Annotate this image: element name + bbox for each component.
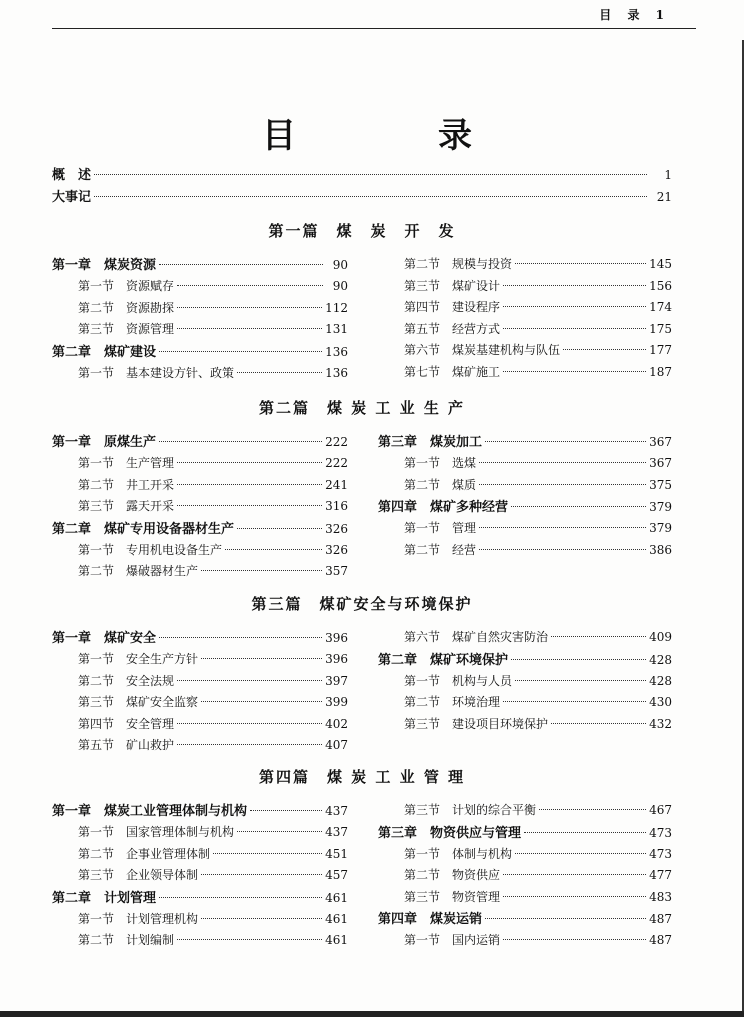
toc-entry-page: 136 [325,344,348,359]
dot-leader [177,285,323,286]
toc-entry-section[interactable] [52,649,348,671]
toc-entry-section[interactable] [52,276,348,298]
header-rule [52,28,696,29]
dot-leader [237,831,322,832]
toc-entry-label: 第二章 煤矿环境保护 [378,652,509,668]
toc-entry-page: 409 [649,630,672,644]
toc-entry-label: 第一节 基本建设方针、政策 [78,365,235,380]
toc-entry-label: 第二节 环境治理 [404,695,501,709]
dot-leader [515,853,646,854]
part-heading: 第四篇 煤 炭 工 业 管 理 [258,768,466,786]
dot-leader [563,349,646,350]
toc-entry-page: 187 [649,364,672,379]
toc-entry-section[interactable] [378,930,672,952]
dot-leader [503,939,646,940]
dot-leader [159,897,322,898]
toc-column-right [378,254,672,383]
toc-entry-page: 326 [325,521,348,536]
toc-entry-label: 第一节 国内运销 [404,933,501,947]
toc-entry-section[interactable] [52,540,348,562]
toc-entry-page: 437 [325,804,348,818]
dot-leader [515,680,646,681]
toc-entry-page: 90 [332,279,348,293]
scan-bottom-edge [0,1011,744,1017]
toc-entry-section[interactable] [52,363,348,385]
toc-entry-chapter[interactable] [52,254,348,276]
toc-entry-section[interactable] [378,800,672,822]
toc-entry-label: 第一节 机构与人员 [404,673,513,688]
toc-entry-page: 222 [325,435,348,449]
part-heading: 第一篇 煤 炭 开 发 [268,222,456,240]
toc-entry-chapter[interactable] [378,649,672,671]
toc-entry-page: 473 [649,825,672,840]
toc-entry-section[interactable] [52,671,348,693]
dot-leader [177,484,322,485]
toc-entry-label: 第二章 计划管理 [52,890,157,906]
toc-entry-label: 第五节 经营方式 [404,321,501,336]
toc-entry-section[interactable] [378,692,672,714]
toc-entry-label: 第一节 专用机电设备生产 [78,542,223,557]
toc-entry-section[interactable] [378,627,672,649]
toc-entry-overview[interactable] [52,165,672,187]
top-entries [52,165,672,208]
dot-leader [201,918,322,919]
toc-entry-section[interactable] [52,475,348,497]
toc-entry-chapter[interactable] [378,431,672,453]
dot-leader [94,196,647,197]
toc-entry-label: 第一节 计划管理机构 [78,911,199,926]
toc-entry-page: 461 [325,890,348,905]
toc-entry-section[interactable] [378,518,672,540]
toc-entry-page: 177 [649,343,672,357]
toc-entry-page: 467 [649,803,672,817]
toc-entry-page: 432 [649,716,672,731]
toc-entry-page: 396 [325,652,348,666]
dot-leader [159,637,322,638]
toc-entry-section[interactable] [378,475,672,497]
toc-entry-label: 概 述 [52,168,92,183]
toc-column-left [52,254,348,384]
toc-entry-label: 第二节 经营 [404,542,477,557]
toc-entry-label: 第六节 煤炭基建机构与队伍 [404,343,561,357]
dot-leader [479,462,646,463]
toc-entry-page: 379 [649,521,672,535]
toc-entry-page: 112 [325,300,348,315]
toc-entry-label: 第三章 物资供应与管理 [378,825,522,841]
toc-entry-chapter[interactable] [52,518,348,540]
toc-entry-section[interactable] [52,909,348,931]
toc-entry-page: 428 [649,673,672,688]
dot-leader [503,328,646,329]
dot-leader [177,505,322,506]
toc-entry-label: 第一章 原煤生产 [52,435,157,450]
part-heading: 第三篇 煤矿安全与环境保护 [251,595,473,613]
toc-entry-label: 第一节 管理 [404,521,477,535]
toc-entry-page: 386 [649,542,672,557]
dot-leader [551,723,646,724]
toc-entry-chapter[interactable] [52,800,348,822]
toc-entry-section[interactable] [52,453,348,475]
toc-entry-page: 430 [649,695,672,709]
toc-entry-chapter[interactable] [52,627,348,649]
dot-leader [503,306,646,307]
toc-entry-chapter[interactable] [378,496,672,518]
toc-entry-label: 第一节 体制与机构 [404,846,513,861]
dot-leader [479,484,646,485]
toc-entry-label: 第三节 物资管理 [404,889,501,904]
page-title-char-1: 目 [262,116,296,156]
toc-column-left [52,431,348,583]
toc-entry-label: 第一节 生产管理 [78,456,175,470]
dot-leader [201,658,322,659]
toc-entry-page: 487 [649,912,672,926]
dot-leader [201,701,322,702]
toc-entry-page: 399 [325,695,348,709]
toc-entry-label: 第二节 企事业管理体制 [78,846,211,861]
toc-entry-page: 175 [649,321,672,336]
dot-leader [503,285,646,286]
toc-entry-label: 第三节 建设项目环境保护 [404,716,549,731]
toc-entry-page: 451 [325,846,348,861]
dot-leader [94,174,647,175]
toc-entry-page: 326 [325,542,348,557]
toc-entry-section[interactable] [52,822,348,844]
dot-leader [503,896,646,897]
toc-entry-section[interactable] [52,714,348,736]
toc-entry-label: 第二节 物资供应 [404,868,501,882]
toc-entry-section[interactable] [378,276,672,298]
toc-column-left [52,800,348,952]
toc-entry-label: 第三节 计划的综合平衡 [404,803,537,817]
toc-entry-page: 397 [325,673,348,688]
dot-leader [159,351,322,352]
toc-entry-label: 第二章 煤矿专用设备器材生产 [52,521,235,537]
toc-entry-section[interactable] [52,496,348,518]
toc-entry-page: 396 [325,631,348,645]
toc-entry-section[interactable] [378,340,672,362]
page-title [262,108,472,157]
dot-leader [485,441,646,442]
dot-leader [250,810,322,811]
dot-leader [213,853,322,854]
running-header: 目 录 1 [599,8,670,22]
toc-entry-section[interactable] [52,319,348,341]
toc-column-right [378,431,672,561]
dot-leader [515,263,646,264]
dot-leader [225,549,322,550]
toc-entry-section[interactable] [52,865,348,887]
toc-entry-label: 第四章 煤矿多种经营 [378,500,509,515]
toc-entry-label: 第二节 煤质 [404,477,477,492]
dot-leader [177,462,322,463]
toc-entry-label: 第二节 爆破器材生产 [78,564,199,578]
toc-entry-page: 222 [325,456,348,470]
dot-leader [551,636,646,637]
toc-entry-page: 461 [325,933,348,947]
toc-entry-label: 第一节 安全生产方针 [78,652,199,666]
toc-entry-label: 第二章 煤矿建设 [52,344,157,360]
toc-entry-page: 131 [325,322,348,336]
toc-entry-section[interactable] [52,735,348,757]
toc-entry-section[interactable] [378,865,672,887]
dot-leader [479,527,646,528]
dot-leader [479,549,646,550]
dot-leader [177,307,322,308]
toc-entry-section[interactable] [378,714,672,736]
toc-entry-section[interactable] [52,561,348,583]
toc-entry-section[interactable] [378,540,672,562]
toc-entry-page: 457 [325,868,348,882]
toc-entry-section[interactable] [378,844,672,866]
toc-entry-label: 第一章 煤炭资源 [52,258,157,273]
toc-entry-label: 第四章 煤炭运销 [378,912,483,927]
dot-leader [177,680,322,681]
toc-entry-page: 357 [325,564,348,578]
toc-entry-page: 402 [325,716,348,731]
toc-entry-label: 大事记 [52,189,92,205]
dot-leader [177,723,322,724]
dot-leader [237,528,322,529]
dot-leader [503,371,646,372]
dot-leader [485,918,646,919]
toc-entry-page: 21 [656,189,672,204]
toc-entry-label: 第二节 安全法规 [78,673,175,688]
dot-leader [201,570,322,571]
dot-leader [511,506,646,507]
toc-entry-label: 第七节 煤矿施工 [404,364,501,379]
toc-entry-section[interactable] [52,930,348,952]
toc-entry-label: 第二节 计划编制 [78,933,175,947]
dot-leader [159,441,322,442]
toc-entry-label: 第三节 露天开采 [78,499,175,513]
toc-entry-page: 316 [325,499,348,513]
toc-entry-section[interactable] [378,671,672,693]
toc-entry-page: 90 [332,258,348,272]
toc-entry-page: 367 [649,435,672,449]
toc-entry-page: 461 [325,911,348,926]
toc-entry-page: 487 [649,933,672,947]
toc-entry-section[interactable] [378,254,672,276]
toc-entry-section[interactable] [52,298,348,320]
toc-entry-section[interactable] [378,453,672,475]
toc-entry-chapter[interactable] [378,822,672,844]
toc-column-right [378,627,672,735]
toc-entry-label: 第一章 煤炭工业管理体制与机构 [52,804,248,819]
toc-entry-chapter[interactable] [52,431,348,453]
toc-entry-page: 156 [649,278,672,293]
toc-entry-section[interactable] [378,297,672,319]
toc-entry-section[interactable] [378,887,672,909]
toc-entry-label: 第三节 资源管理 [78,322,175,336]
dot-leader [511,659,646,660]
toc-entry-page: 367 [649,456,672,470]
toc-entry-label: 第二节 井工开采 [78,477,175,492]
dot-leader [159,264,323,265]
toc-entry-chronicle[interactable] [52,187,672,209]
toc-column-left [52,627,348,757]
toc-entry-label: 第二节 规模与投资 [404,257,513,271]
toc-entry-page: 375 [649,477,672,492]
toc-entry-page: 379 [649,500,672,514]
toc-entry-label: 第五节 矿山救护 [78,738,175,752]
toc-entry-label: 第四节 建设程序 [404,300,501,314]
toc-entry-label: 第三节 企业领导体制 [78,868,199,882]
dot-leader [177,939,322,940]
dot-leader [539,809,646,810]
toc-entry-label: 第一章 煤矿安全 [52,631,157,646]
toc-entry-section[interactable] [378,362,672,384]
part-heading: 第二篇 煤 炭 工 业 生 产 [258,399,466,417]
toc-entry-label: 第三章 煤炭加工 [378,435,483,450]
toc-entry-section[interactable] [52,692,348,714]
page-title-char-2: 录 [438,116,472,156]
toc-entry-page: 241 [325,477,348,492]
toc-entry-page: 483 [649,889,672,904]
toc-entry-page: 136 [325,365,348,380]
toc-entry-label: 第六节 煤矿自然灾害防治 [404,630,549,644]
dot-leader [177,744,322,745]
dot-leader [201,874,322,875]
toc-column-right [378,800,672,952]
toc-entry-label: 第一节 国家管理体制与机构 [78,825,235,839]
toc-entry-page: 428 [649,652,672,667]
dot-leader [524,832,646,833]
toc-entry-section[interactable] [378,319,672,341]
toc-entry-label: 第三节 煤矿安全监察 [78,695,199,709]
toc-entry-page: 145 [649,257,672,271]
toc-entry-page: 1 [664,168,672,182]
toc-entry-chapter[interactable] [52,887,348,909]
toc-entry-page: 174 [649,300,672,314]
toc-entry-page: 477 [649,868,672,882]
toc-entry-label: 第四节 安全管理 [78,716,175,731]
toc-entry-section[interactable] [52,844,348,866]
toc-entry-label: 第二节 资源勘探 [78,300,175,315]
toc-entry-label: 第一节 选煤 [404,456,477,470]
toc-entry-page: 437 [325,825,348,839]
toc-entry-chapter[interactable] [52,341,348,363]
dot-leader [503,701,646,702]
dot-leader [237,372,322,373]
dot-leader [177,328,322,329]
dot-leader [503,874,646,875]
toc-entry-chapter[interactable] [378,908,672,930]
toc-entry-label: 第三节 煤矿设计 [404,278,501,293]
toc-entry-label: 第一节 资源赋存 [78,279,175,293]
toc-entry-page: 407 [325,738,348,752]
toc-entry-page: 473 [649,846,672,861]
